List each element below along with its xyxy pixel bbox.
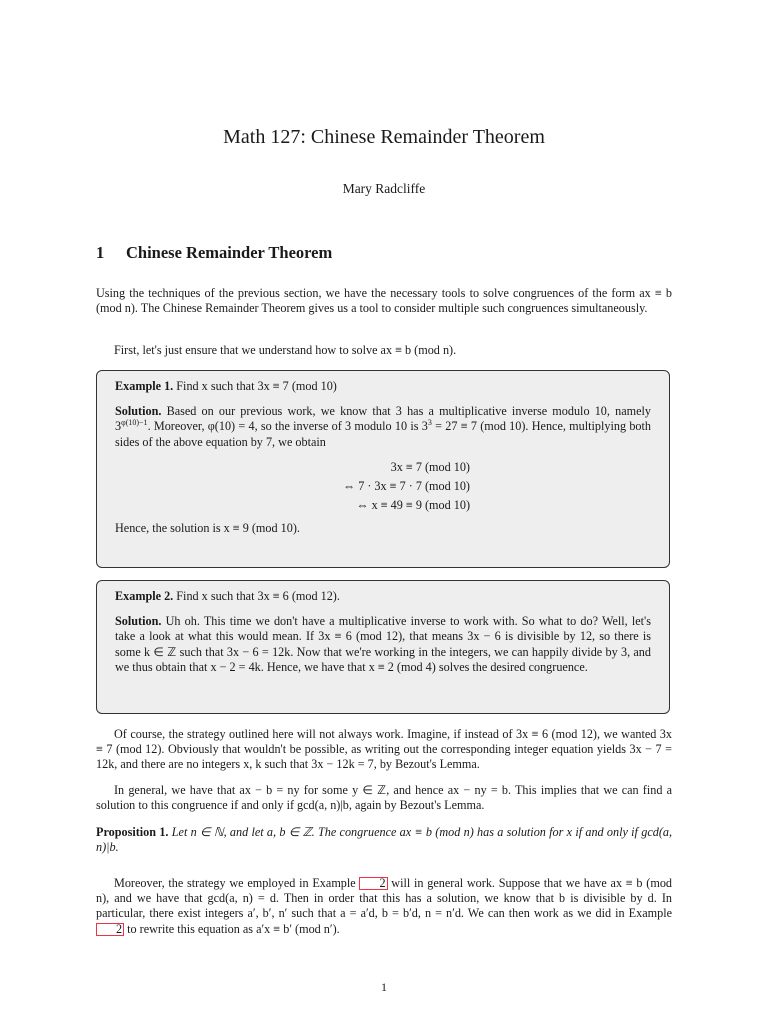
example-1-statement [115,379,651,394]
document-title: Math 127: Chinese Remainder Theorem [223,126,545,148]
example-2-box [96,580,670,714]
example-1-box [96,370,670,568]
example-2-solution-text: Uh oh. This time we don't have a multiplicative inverse to work with. So what to do? Well, let's take a look at what this would mean. If 3x ≡ 6 (mod 12), that means 3x − 6 is divisible by 12, so there is some k ∈ ℤ such that 3x − 6 = 12k. Now that we're working in the integers, we can happily divide by 3, and we thus obtain that x − 2 = 4k. Hence, we have that x ≡ 2 (mod 4) solves the desired congruence. [115,614,651,674]
moreover-text-c: to rewrite this equation as a′x ≡ b′ (mod n′). [124,921,340,936]
example-1-solution-a: Based on our previous work, we know that 3 has a multiplicative inverse modulo 10, namely 3 [115,404,651,434]
example-2-statement [115,589,651,604]
section-title: Chinese Remainder Theorem [126,243,333,262]
example-2-reference-link-2[interactable]: 2 [96,923,124,936]
example-2-solution-label: Solution. [115,614,162,629]
example-1-exponent-b: 3 [427,418,432,428]
example-1-solution-c: = 27 ≡ 7 (mod 10). Hence, multiplying both sides of the above equation by 7, we obtain [115,419,651,449]
equation-1: 3x ≡ 7 (mod 10) [390,459,470,474]
example-1-label: Example 1. [115,379,174,393]
section-heading [96,243,332,263]
in-general-paragraph: In general, we have that ax − b = ny for some y ∈ ℤ, and hence ax − ny = b. This implies that we can find a solution to this congruence if and only if gcd(a, n)|b, again by Bezout's Lemma. [96,783,672,813]
example-1-text: Find x such that 3x ≡ 7 (mod 10) [176,379,337,393]
first-line-paragraph: First, let's just ensure that we understand how to solve ax ≡ b (mod n). [114,343,457,357]
example-1-solution-b: . Moreover, φ(10) = 4, so the inverse of 3 modulo 10 is 3 [147,419,428,434]
example-2-label: Example 2. [115,589,174,603]
moreover-text-a: Moreover, the strategy we employed in Example [114,876,360,890]
example-1-solution [115,404,651,450]
example-2-text: Find x such that 3x ≡ 6 (mod 12). [176,589,340,603]
proposition-text: Let n ∈ ℕ, and let a, b ∈ ℤ. The congruence ax ≡ b (mod n) has a solution for x if and only if gcd(a, n)|b. [96,825,673,855]
equation-3: ⇔ x ≡ 49 ≡ 9 (mod 10) [356,497,470,512]
proposition-1 [96,825,672,855]
moreover-text-b: will in general work. Suppose that we have ax ≡ b (mod n), and we have that gcd(a, n) = d. Then in order that this has a solution, we know that b is divisible by d. In particular, there exist integers a′, b′, n′ such that a = a′d, b = b′d, n = n′d. We can then work as we did in Example [96,876,673,921]
page-number: 1 [381,980,387,994]
proposition-label: Proposition 1. [96,825,169,839]
example-2-solution [115,614,651,675]
of-course-paragraph: Of course, the strategy outlined here will not always work. Imagine, if instead of 3x ≡ 6 (mod 12), we wanted 3x ≡ 7 (mod 12). Obviously that wouldn't be possible, as writing out the corresponding integer equation yields 3x − 7 = 12k, and there are no integers x, k such that 3x − 12k = 7, by Bezout's Lemma. [96,727,672,772]
equation-2: ⇔ 7 · 3x ≡ 7 · 7 (mod 10) [342,478,470,493]
example-1-exponent-a: φ(10)−1 [121,418,148,428]
moreover-paragraph [96,876,672,937]
example-1-conclusion: Hence, the solution is x ≡ 9 (mod 10). [115,520,300,535]
example-1-solution-label: Solution. [115,404,162,419]
intro-paragraph: Using the techniques of the previous section, we have the necessary tools to solve congruences of the form ax ≡ b (mod n). The Chinese Remainder Theorem gives us a tool to consider multiple such congruences simultaneously. [96,286,672,316]
section-number: 1 [96,243,105,262]
example-2-reference-link[interactable]: 2 [359,877,387,890]
example-1-equations [115,458,470,515]
document-author: Mary Radcliffe [342,181,426,196]
